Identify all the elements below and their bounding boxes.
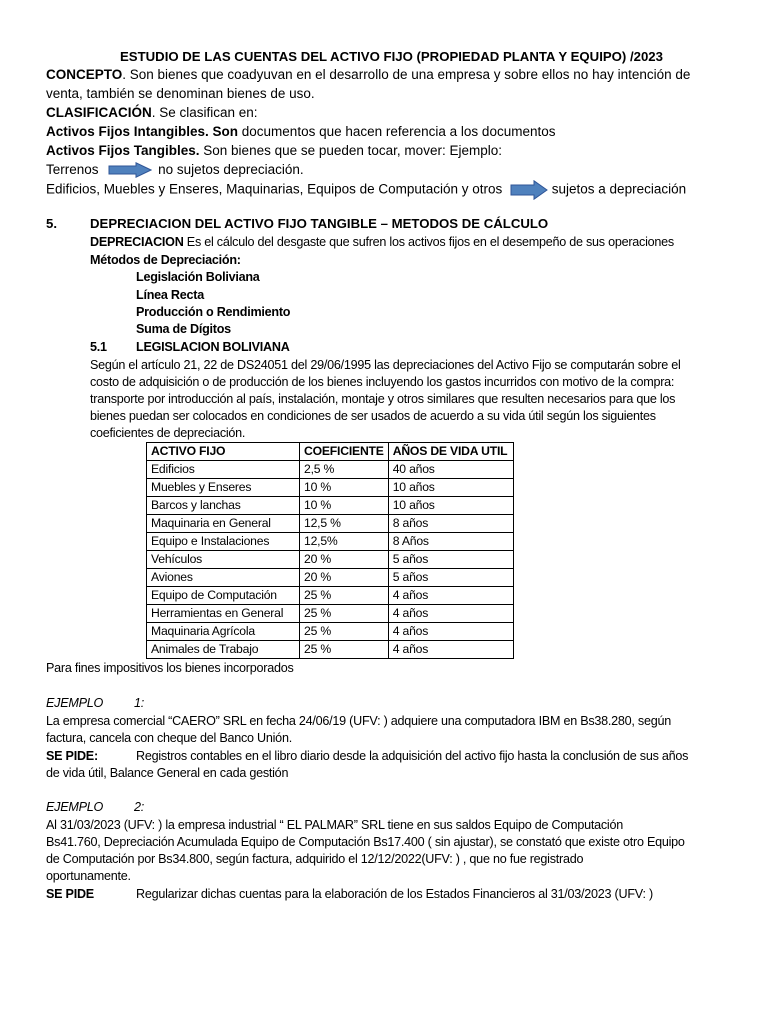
- ejemplo-1-se-pide-text: de vida útil, Balance General en cada gestión: [46, 766, 289, 780]
- column-header-activo-fijo: ACTIVO FIJO: [147, 443, 300, 461]
- intangibles-label: Activos Fijos Intangibles. Son: [46, 124, 239, 139]
- legislacion-paragraph-line: Según el artículo 21, 22 de DS24051 del 29/06/1995 las depreciaciones del Activo Fijo se computarán sobre el: [90, 358, 681, 372]
- tangibles-text: Son bienes que se pueden tocar, mover: Ejemplo:: [199, 143, 502, 158]
- concepto-label: CONCEPTO: [46, 67, 123, 82]
- table-row: [147, 623, 514, 641]
- ejemplo-2-line: Al 31/03/2023 (UFV: ) la empresa industrial “ EL PALMAR” SRL tiene en sus saldos Equipo de Computación: [46, 818, 623, 832]
- legislacion-paragraph-line: bienes puedan ser colocados en condiciones de ser usados de acuerdo a su vida útil según los siguientes: [90, 409, 656, 423]
- clasificacion-text: . Se clasifican en:: [151, 105, 258, 120]
- table-row: [147, 587, 514, 605]
- clasificacion-line: [46, 104, 258, 122]
- cell-anos-vida-util: 10 años: [388, 479, 513, 497]
- ejemplo-2-line: Bs41.760, Depreciación Acumulada Equipo de Computación Bs17.400 ( sin ajustar), se constató que existe otro Equipo: [46, 835, 685, 849]
- tangibles-label: Activos Fijos Tangibles.: [46, 143, 200, 158]
- cell-coeficiente: 25 %: [300, 605, 389, 623]
- concepto-text-1: . Son bienes que coadyuvan en el desarrollo de una empresa y sobre ellos no hay intención de: [122, 67, 691, 82]
- table-row: [147, 479, 514, 497]
- method-item: Suma de Dígitos: [136, 322, 231, 336]
- no-sujetos-text: no sujetos depreciación.: [158, 162, 304, 177]
- fines-impositivos-text: Para fines impositivos los bienes incorporados: [46, 661, 294, 675]
- ejemplo-1-number: 1:: [134, 696, 145, 710]
- methods-title: Métodos de Depreciación:: [90, 253, 241, 267]
- ejemplo-2-line: oportunamente.: [46, 869, 131, 883]
- cell-activo-fijo: Maquinaria en General: [147, 515, 300, 533]
- column-header-coeficiente: COEFICIENTE: [300, 443, 389, 461]
- section-5-number: 5.: [46, 216, 57, 231]
- cell-coeficiente: 2,5 %: [300, 461, 389, 479]
- clasificacion-label: CLASIFICACIÓN: [46, 105, 152, 120]
- ejemplo-2-se-pide-text: Regularizar dichas cuentas para la elaboración de los Estados Financieros al 31/03/2023 (UFV: ): [136, 887, 653, 901]
- depreciacion-label: DEPRECIACION: [90, 235, 184, 249]
- edificios-text: Edificios, Muebles y Enseres, Maquinarias, Equipos de Computación y otros: [46, 181, 503, 197]
- method-item: Línea Recta: [136, 288, 204, 302]
- intangibles-line: [46, 123, 555, 141]
- section-5-title: DEPRECIACION DEL ACTIVO FIJO TANGIBLE – METODOS DE CÁLCULO: [90, 216, 549, 231]
- tangibles-line: [46, 142, 502, 160]
- right-arrow-icon: [108, 162, 152, 178]
- terrenos-line: [46, 161, 304, 179]
- cell-anos-vida-util: 4 años: [388, 587, 513, 605]
- table-row: [147, 497, 514, 515]
- concepto-line-2: venta, también se denominan bienes de uso.: [46, 86, 315, 101]
- table-row: [147, 461, 514, 479]
- cell-activo-fijo: Vehículos: [147, 551, 300, 569]
- ejemplo-1-line: La empresa comercial “CAERO” SRL en fecha 24/06/19 (UFV: ) adquiere una computadora IBM en Bs38.280, según: [46, 714, 671, 728]
- cell-anos-vida-util: 8 Años: [388, 533, 513, 551]
- cell-coeficiente: 12,5 %: [300, 515, 389, 533]
- cell-activo-fijo: Herramientas en General: [147, 605, 300, 623]
- cell-coeficiente: 10 %: [300, 479, 389, 497]
- table-row: [147, 533, 514, 551]
- cell-coeficiente: 12,5%: [300, 533, 389, 551]
- table-row: [147, 641, 514, 659]
- cell-activo-fijo: Maquinaria Agrícola: [147, 623, 300, 641]
- edificios-line: [46, 180, 686, 200]
- section-51-number: 5.1: [90, 340, 107, 354]
- legislacion-paragraph-line: transporte por introducción al país, instalación, montaje y otros similares que resulten necesarios para que los: [90, 392, 676, 406]
- table-row: [147, 605, 514, 623]
- cell-coeficiente: 25 %: [300, 623, 389, 641]
- ejemplo-2-label: EJEMPLO: [46, 800, 104, 814]
- depreciacion-definition: [90, 233, 674, 251]
- table-row: [147, 569, 514, 587]
- cell-activo-fijo: Animales de Trabajo: [147, 641, 300, 659]
- ejemplo-2-number: 2:: [134, 800, 145, 814]
- legislacion-paragraph-line: coeficientes de depreciación.: [90, 426, 246, 440]
- cell-activo-fijo: Barcos y lanchas: [147, 497, 300, 515]
- sujetos-text: sujetos a depreciación: [551, 181, 687, 197]
- section-51-title: LEGISLACION BOLIVIANA: [136, 340, 290, 354]
- cell-anos-vida-util: 4 años: [388, 641, 513, 659]
- cell-coeficiente: 25 %: [300, 587, 389, 605]
- cell-anos-vida-util: 40 años: [388, 461, 513, 479]
- concepto-line-1: [46, 66, 690, 84]
- cell-activo-fijo: Muebles y Enseres: [147, 479, 300, 497]
- ejemplo-1-se-pide-text: Registros contables en el libro diario desde la adquisición del activo fijo hasta la conclusión de sus años: [136, 749, 689, 763]
- ejemplo-1-line: factura, cancela con cheque del Banco Unión.: [46, 731, 292, 745]
- terrenos-text: Terrenos: [46, 162, 99, 177]
- cell-activo-fijo: Equipo e Instalaciones: [147, 533, 300, 551]
- cell-activo-fijo: Aviones: [147, 569, 300, 587]
- cell-coeficiente: 20 %: [300, 551, 389, 569]
- cell-anos-vida-util: 4 años: [388, 605, 513, 623]
- table-row: [147, 551, 514, 569]
- cell-activo-fijo: Edificios: [147, 461, 300, 479]
- ejemplo-2-line: de Computación por Bs34.800, según factura, adquirido el 12/12/2022(UFV: ) , que no fue registrado: [46, 852, 584, 866]
- document-title: ESTUDIO DE LAS CUENTAS DEL ACTIVO FIJO (PROPIEDAD PLANTA Y EQUIPO) /2023: [120, 49, 663, 64]
- column-header-anos-vida-util: AÑOS DE VIDA UTIL: [388, 443, 513, 461]
- cell-anos-vida-util: 5 años: [388, 569, 513, 587]
- cell-coeficiente: 25 %: [300, 641, 389, 659]
- table-body: [147, 461, 514, 659]
- legislacion-paragraph-line: costo de adquisición o de producción de los bienes incluyendo los gastos incurridos con motivo de la compra:: [90, 375, 675, 389]
- depreciation-coefficients-table: [146, 442, 514, 659]
- cell-anos-vida-util: 8 años: [388, 515, 513, 533]
- cell-anos-vida-util: 5 años: [388, 551, 513, 569]
- cell-coeficiente: 10 %: [300, 497, 389, 515]
- table-header-row: [147, 443, 514, 461]
- table-row: [147, 515, 514, 533]
- ejemplo-1-label: EJEMPLO: [46, 696, 104, 710]
- right-arrow-icon: [510, 180, 548, 200]
- cell-anos-vida-util: 4 años: [388, 623, 513, 641]
- cell-coeficiente: 20 %: [300, 569, 389, 587]
- ejemplo-2-se-pide-label: SE PIDE: [46, 887, 94, 901]
- ejemplo-1-se-pide-label: SE PIDE:: [46, 749, 98, 763]
- intangibles-text: documentos que hacen referencia a los documentos: [238, 124, 556, 139]
- method-item: Legislación Boliviana: [136, 270, 260, 284]
- cell-anos-vida-util: 10 años: [388, 497, 513, 515]
- cell-activo-fijo: Equipo de Computación: [147, 587, 300, 605]
- method-item: Producción o Rendimiento: [136, 305, 291, 319]
- depreciacion-text: Es el cálculo del desgaste que sufren los activos fijos en el desempeño de sus operaciones: [183, 235, 674, 249]
